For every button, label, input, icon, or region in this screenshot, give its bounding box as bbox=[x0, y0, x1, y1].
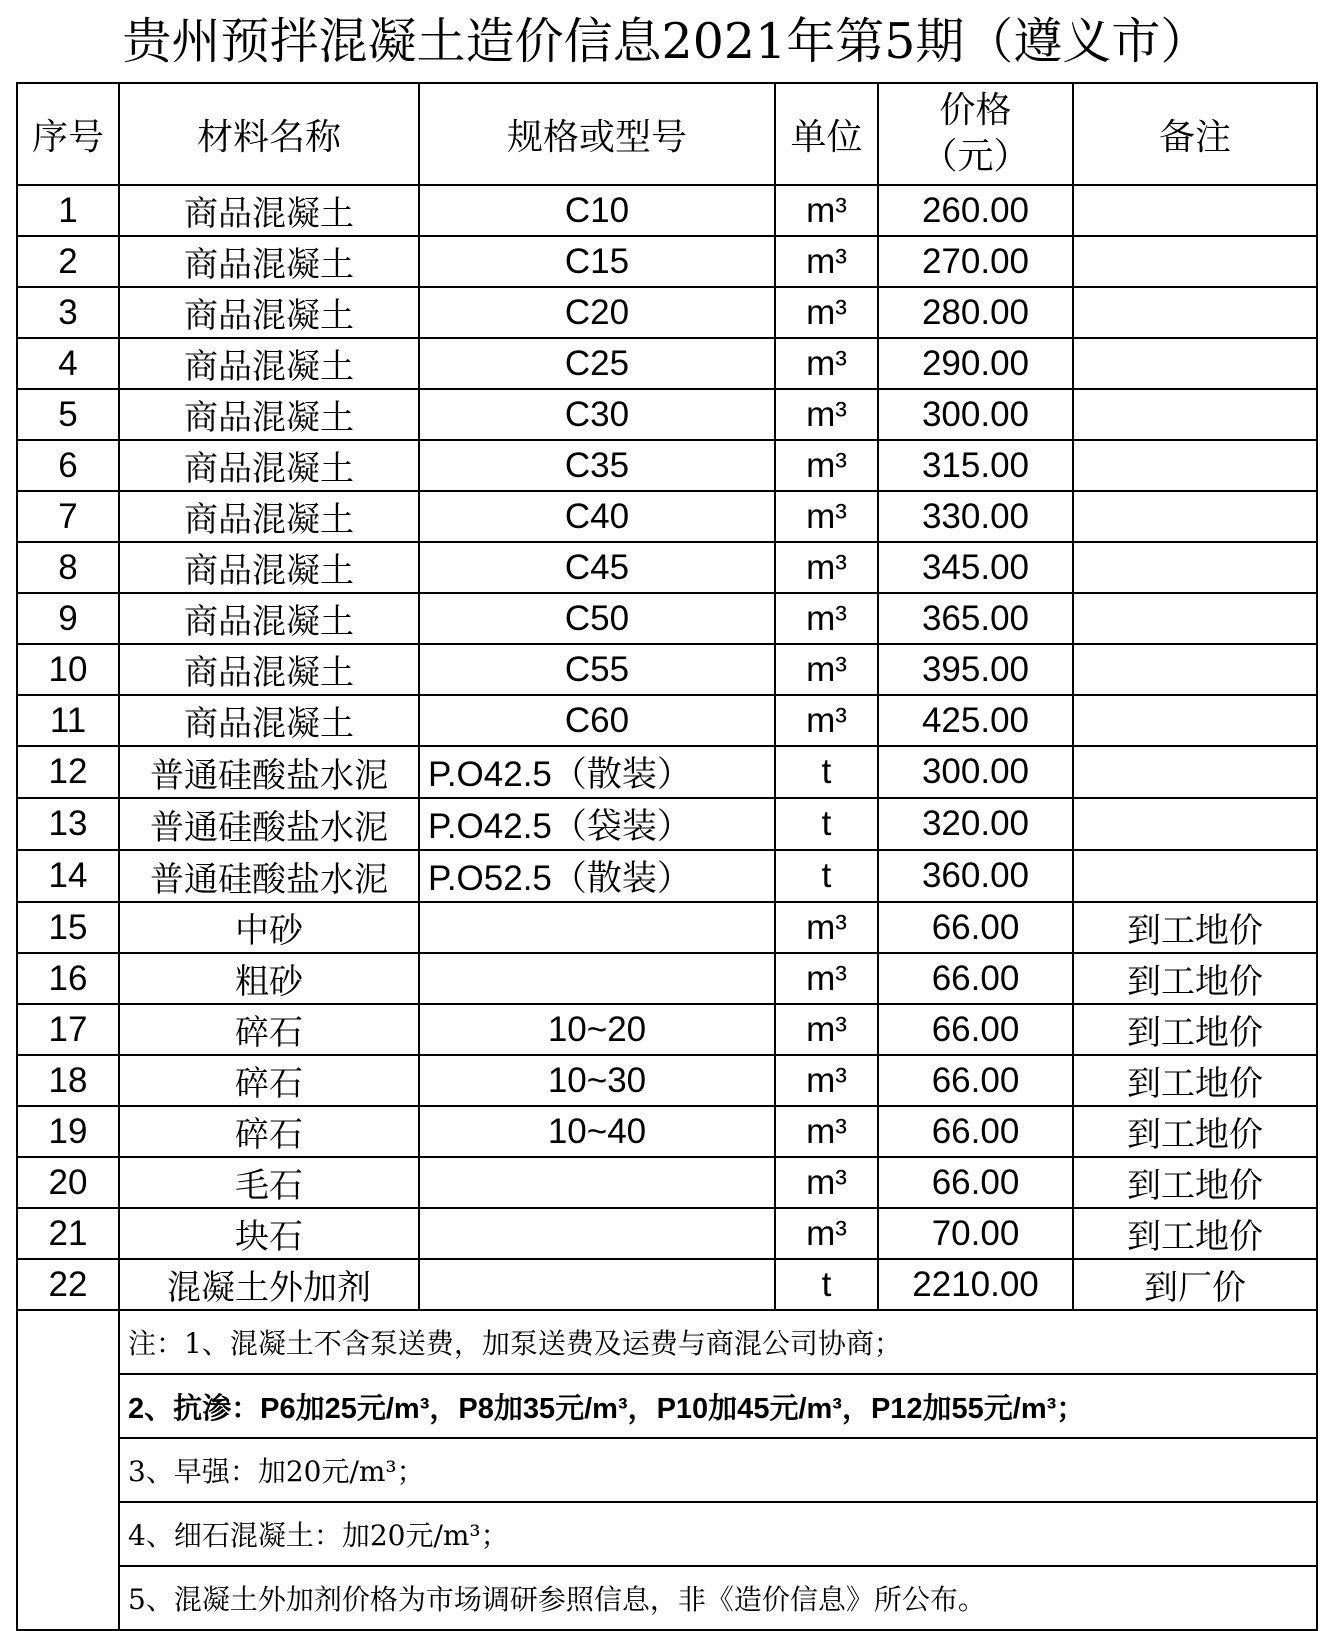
table-row bbox=[17, 902, 1317, 953]
spec-cell: 10~40 bbox=[419, 1106, 775, 1157]
notes-section bbox=[17, 1310, 1317, 1630]
row-index-cell: 11 bbox=[17, 695, 119, 746]
row-index-cell: 6 bbox=[17, 440, 119, 491]
note-row bbox=[17, 1310, 1317, 1374]
remark-cell: 到厂价 bbox=[1073, 1259, 1317, 1310]
spec-cell: C35 bbox=[419, 440, 775, 491]
row-index-cell: 21 bbox=[17, 1208, 119, 1259]
table-row bbox=[17, 287, 1317, 338]
spec-cell: C20 bbox=[419, 287, 775, 338]
spec-cell bbox=[419, 1259, 775, 1310]
material-name-cell: 商品混凝土 bbox=[119, 389, 419, 440]
price-cell: 290.00 bbox=[878, 338, 1073, 389]
spec-cell: C30 bbox=[419, 389, 775, 440]
remark-cell bbox=[1073, 389, 1317, 440]
unit-cell: m³ bbox=[775, 1157, 878, 1208]
spec-cell: C25 bbox=[419, 338, 775, 389]
remark-cell bbox=[1073, 850, 1317, 902]
table-row bbox=[17, 440, 1317, 491]
header-unit: 单位 bbox=[775, 83, 878, 185]
spec-cell bbox=[419, 953, 775, 1004]
header-remark: 备注 bbox=[1073, 83, 1317, 185]
price-cell: 70.00 bbox=[878, 1208, 1073, 1259]
price-cell: 345.00 bbox=[878, 542, 1073, 593]
table-row bbox=[17, 798, 1317, 850]
remark-cell: 到工地价 bbox=[1073, 902, 1317, 953]
spec-cell: C55 bbox=[419, 644, 775, 695]
row-index-cell: 20 bbox=[17, 1157, 119, 1208]
table-row bbox=[17, 1157, 1317, 1208]
row-index-cell: 19 bbox=[17, 1106, 119, 1157]
price-cell: 2210.00 bbox=[878, 1259, 1073, 1310]
row-index-cell: 8 bbox=[17, 542, 119, 593]
unit-cell: m³ bbox=[775, 593, 878, 644]
header-spec: 规格或型号 bbox=[419, 83, 775, 185]
row-index-cell: 9 bbox=[17, 593, 119, 644]
row-index-cell: 2 bbox=[17, 236, 119, 287]
material-name-cell: 商品混凝土 bbox=[119, 338, 419, 389]
table-body bbox=[17, 185, 1317, 1310]
spec-cell: C60 bbox=[419, 695, 775, 746]
remark-cell bbox=[1073, 593, 1317, 644]
unit-cell: t bbox=[775, 1259, 878, 1310]
row-index-cell: 15 bbox=[17, 902, 119, 953]
sheet-title: 贵州预拌混凝土造价信息2021年第5期（遵义市） bbox=[122, 13, 1210, 70]
spec-cell: C10 bbox=[419, 185, 775, 236]
unit-cell: m³ bbox=[775, 491, 878, 542]
material-name-cell: 普通硅酸盐水泥 bbox=[119, 798, 419, 850]
price-cell: 425.00 bbox=[878, 695, 1073, 746]
table-row bbox=[17, 1208, 1317, 1259]
table-row bbox=[17, 593, 1317, 644]
row-index-cell: 14 bbox=[17, 850, 119, 902]
material-name-cell: 块石 bbox=[119, 1208, 419, 1259]
price-cell: 66.00 bbox=[878, 1106, 1073, 1157]
unit-cell: m³ bbox=[775, 644, 878, 695]
note-row bbox=[17, 1566, 1317, 1630]
header-price-unit: （元） bbox=[921, 136, 1030, 177]
spec-cell: P.O42.5（散装） bbox=[419, 746, 775, 798]
note-row bbox=[17, 1438, 1317, 1502]
note-text-4: 4、细石混凝土：加20元/m³； bbox=[119, 1502, 1317, 1566]
price-cell: 315.00 bbox=[878, 440, 1073, 491]
unit-cell: t bbox=[775, 798, 878, 850]
table-row bbox=[17, 185, 1317, 236]
row-index-cell: 18 bbox=[17, 1055, 119, 1106]
price-cell: 66.00 bbox=[878, 1004, 1073, 1055]
row-index-cell: 17 bbox=[17, 1004, 119, 1055]
remark-cell bbox=[1073, 798, 1317, 850]
header-material-name: 材料名称 bbox=[119, 83, 419, 185]
remark-cell bbox=[1073, 236, 1317, 287]
price-cell: 300.00 bbox=[878, 389, 1073, 440]
remark-cell: 到工地价 bbox=[1073, 953, 1317, 1004]
unit-cell: m³ bbox=[775, 695, 878, 746]
material-name-cell: 碎石 bbox=[119, 1106, 419, 1157]
price-cell: 66.00 bbox=[878, 1157, 1073, 1208]
material-name-cell: 中砂 bbox=[119, 902, 419, 953]
material-name-cell: 粗砂 bbox=[119, 953, 419, 1004]
table-row bbox=[17, 236, 1317, 287]
material-name-cell: 商品混凝土 bbox=[119, 593, 419, 644]
material-name-cell: 普通硅酸盐水泥 bbox=[119, 850, 419, 902]
unit-cell: t bbox=[775, 850, 878, 902]
material-name-cell: 碎石 bbox=[119, 1055, 419, 1106]
material-name-cell: 商品混凝土 bbox=[119, 542, 419, 593]
row-index-cell: 16 bbox=[17, 953, 119, 1004]
unit-cell: m³ bbox=[775, 1055, 878, 1106]
header-price-label: 价格 bbox=[939, 90, 1012, 131]
table-row bbox=[17, 389, 1317, 440]
row-index-cell: 5 bbox=[17, 389, 119, 440]
table-row bbox=[17, 1106, 1317, 1157]
table-row bbox=[17, 746, 1317, 798]
unit-cell: m³ bbox=[775, 1106, 878, 1157]
row-index-cell: 1 bbox=[17, 185, 119, 236]
spec-cell: C40 bbox=[419, 491, 775, 542]
spec-cell: 10~30 bbox=[419, 1055, 775, 1106]
material-name-cell: 毛石 bbox=[119, 1157, 419, 1208]
spec-cell: C50 bbox=[419, 593, 775, 644]
remark-cell bbox=[1073, 746, 1317, 798]
spec-cell bbox=[419, 1157, 775, 1208]
material-name-cell: 碎石 bbox=[119, 1004, 419, 1055]
unit-cell: m³ bbox=[775, 902, 878, 953]
row-index-cell: 12 bbox=[17, 746, 119, 798]
row-index-cell: 4 bbox=[17, 338, 119, 389]
row-index-cell: 3 bbox=[17, 287, 119, 338]
price-cell: 280.00 bbox=[878, 287, 1073, 338]
note-text-5: 5、混凝土外加剂价格为市场调研参照信息，非《造价信息》所公布。 bbox=[119, 1566, 1317, 1630]
spec-cell: P.O52.5（散装） bbox=[419, 850, 775, 902]
spec-cell: 10~20 bbox=[419, 1004, 775, 1055]
unit-cell: m³ bbox=[775, 953, 878, 1004]
row-index-cell: 22 bbox=[17, 1259, 119, 1310]
unit-cell: m³ bbox=[775, 1208, 878, 1259]
price-cell: 66.00 bbox=[878, 902, 1073, 953]
unit-cell: m³ bbox=[775, 287, 878, 338]
price-cell: 330.00 bbox=[878, 491, 1073, 542]
notes-blank-cell bbox=[17, 1310, 119, 1630]
remark-cell bbox=[1073, 185, 1317, 236]
material-name-cell: 商品混凝土 bbox=[119, 644, 419, 695]
table-row bbox=[17, 695, 1317, 746]
spec-cell: C45 bbox=[419, 542, 775, 593]
price-cell: 365.00 bbox=[878, 593, 1073, 644]
table-row bbox=[17, 644, 1317, 695]
table-row bbox=[17, 1055, 1317, 1106]
spec-cell: C15 bbox=[419, 236, 775, 287]
material-name-cell: 普通硅酸盐水泥 bbox=[119, 746, 419, 798]
material-name-cell: 商品混凝土 bbox=[119, 287, 419, 338]
price-table bbox=[16, 82, 1318, 1631]
price-cell: 320.00 bbox=[878, 798, 1073, 850]
row-index-cell: 13 bbox=[17, 798, 119, 850]
unit-cell: m³ bbox=[775, 236, 878, 287]
material-name-cell: 商品混凝土 bbox=[119, 236, 419, 287]
spec-cell bbox=[419, 902, 775, 953]
unit-cell: m³ bbox=[775, 440, 878, 491]
remark-cell: 到工地价 bbox=[1073, 1004, 1317, 1055]
unit-cell: m³ bbox=[775, 389, 878, 440]
remark-cell bbox=[1073, 542, 1317, 593]
remark-cell: 到工地价 bbox=[1073, 1157, 1317, 1208]
material-name-cell: 商品混凝土 bbox=[119, 440, 419, 491]
unit-cell: m³ bbox=[775, 1004, 878, 1055]
remark-cell bbox=[1073, 644, 1317, 695]
remark-cell bbox=[1073, 287, 1317, 338]
price-cell: 66.00 bbox=[878, 1055, 1073, 1106]
spec-cell bbox=[419, 1208, 775, 1259]
remark-cell bbox=[1073, 491, 1317, 542]
price-cell: 270.00 bbox=[878, 236, 1073, 287]
table-row bbox=[17, 542, 1317, 593]
remark-cell: 到工地价 bbox=[1073, 1106, 1317, 1157]
material-name-cell: 商品混凝土 bbox=[119, 695, 419, 746]
remark-cell bbox=[1073, 440, 1317, 491]
note-text-2: 2、抗渗：P6加25元/m³，P8加35元/m³，P10加45元/m³，P12加55元/m³； bbox=[119, 1374, 1317, 1438]
note-text-3: 3、早强：加20元/m³； bbox=[119, 1438, 1317, 1502]
note-row bbox=[17, 1502, 1317, 1566]
table-row bbox=[17, 491, 1317, 542]
remark-cell bbox=[1073, 695, 1317, 746]
remark-cell: 到工地价 bbox=[1073, 1055, 1317, 1106]
material-name-cell: 商品混凝土 bbox=[119, 491, 419, 542]
row-index-cell: 10 bbox=[17, 644, 119, 695]
header-index: 序号 bbox=[17, 83, 119, 185]
price-cell: 66.00 bbox=[878, 953, 1073, 1004]
table-row bbox=[17, 1004, 1317, 1055]
unit-cell: m³ bbox=[775, 185, 878, 236]
price-cell: 395.00 bbox=[878, 644, 1073, 695]
remark-cell bbox=[1073, 338, 1317, 389]
remark-cell: 到工地价 bbox=[1073, 1208, 1317, 1259]
material-name-cell: 混凝土外加剂 bbox=[119, 1259, 419, 1310]
unit-cell: m³ bbox=[775, 338, 878, 389]
note-text-1: 注：1、混凝土不含泵送费，加泵送费及运费与商混公司协商； bbox=[119, 1310, 1317, 1374]
price-cell: 360.00 bbox=[878, 850, 1073, 902]
table-row bbox=[17, 953, 1317, 1004]
price-cell: 260.00 bbox=[878, 185, 1073, 236]
table-row bbox=[17, 1259, 1317, 1310]
unit-cell: t bbox=[775, 746, 878, 798]
row-index-cell: 7 bbox=[17, 491, 119, 542]
header-price bbox=[878, 83, 1073, 185]
note-row bbox=[17, 1374, 1317, 1438]
spec-cell: P.O42.5（袋装） bbox=[419, 798, 775, 850]
unit-cell: m³ bbox=[775, 542, 878, 593]
price-cell: 300.00 bbox=[878, 746, 1073, 798]
table-row bbox=[17, 338, 1317, 389]
table-row bbox=[17, 850, 1317, 902]
header-row bbox=[17, 83, 1317, 185]
material-name-cell: 商品混凝土 bbox=[119, 185, 419, 236]
